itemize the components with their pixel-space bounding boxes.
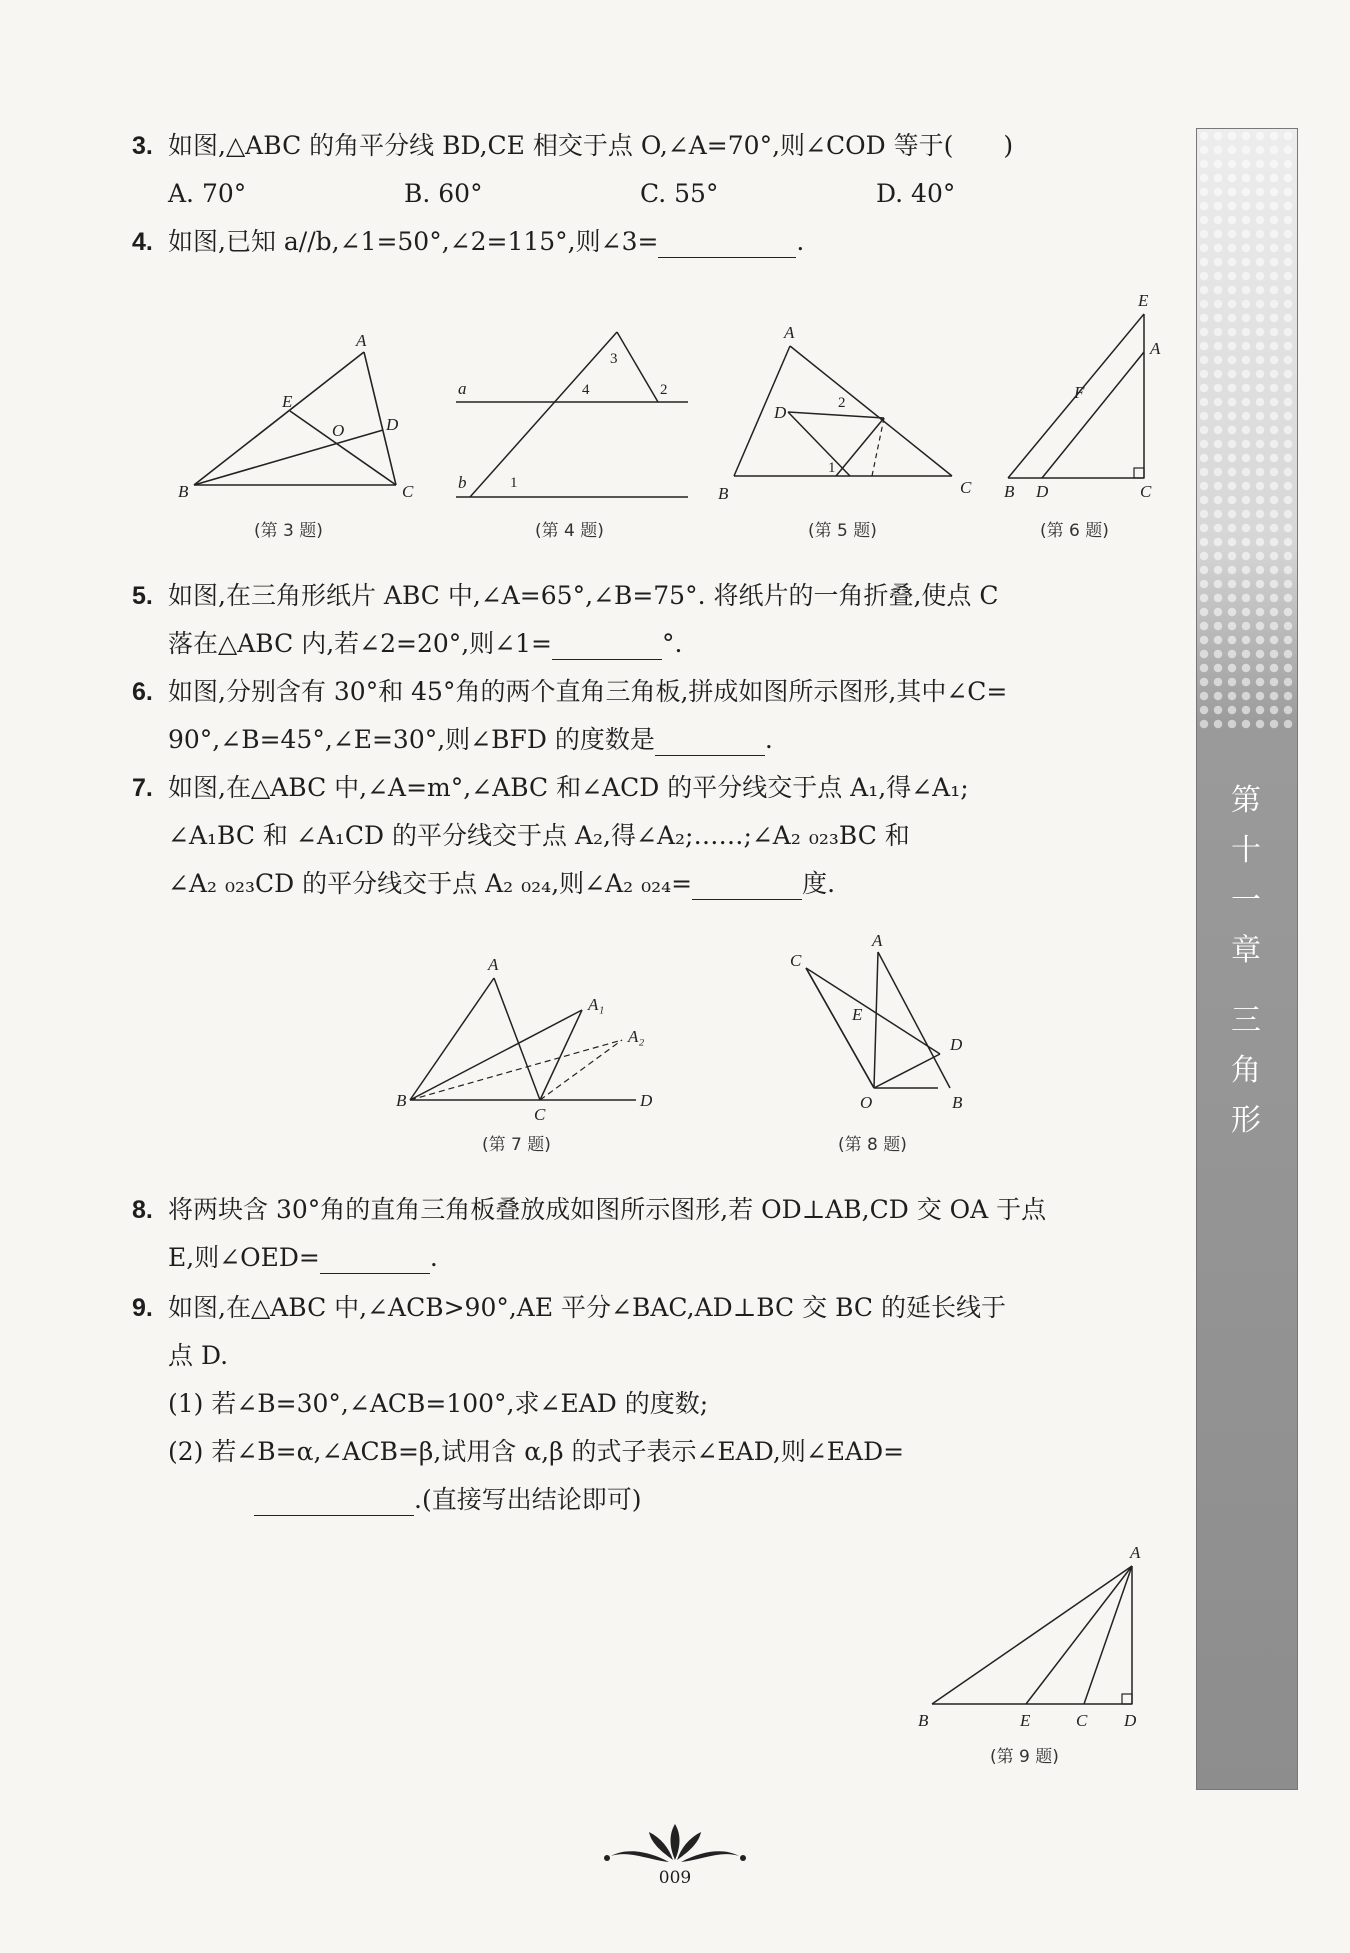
label-a: A	[1130, 1543, 1141, 1562]
question-text: 如图,在△ABC 中,∠A=m°,∠ABC 和∠ACD 的平分线交于点 A₁,得∠A₁;	[168, 773, 969, 802]
label-a2: A₂	[628, 1027, 645, 1046]
label-f: F	[1074, 383, 1085, 402]
label-c: C	[1140, 482, 1152, 501]
label-a: a	[458, 379, 467, 398]
option-c: C. 55°	[640, 179, 719, 208]
figure-row-2	[390, 930, 1010, 1130]
options	[168, 170, 1112, 218]
question-text: 如图,在△ABC 中,∠ACB>90°,AE 平分∠BAC,AD⊥BC 交 BC 的延长线于	[168, 1293, 1006, 1322]
question-text: 如图,分别含有 30°和 45°角的两个直角三角板,拼成如图所示图形,其中∠C=	[168, 677, 1008, 706]
label-d: D	[1036, 482, 1049, 501]
label-o: O	[332, 421, 345, 440]
question-number: 7.	[132, 774, 153, 802]
ornament-icon	[595, 1820, 755, 1866]
chapter-char: 章	[1231, 933, 1261, 968]
figure-7	[396, 955, 653, 1124]
label-d: D	[386, 415, 399, 434]
question-text-3: ∠A₂ ₀₂₃CD 的平分线交于点 A₂ ₀₂₄,则∠A₂ ₀₂₄=	[168, 869, 693, 898]
angle-3: 3	[610, 351, 618, 367]
question-number: 4.	[132, 228, 153, 256]
label-a: A	[488, 955, 499, 974]
question-text-2: 落在△ABC 内,若∠2=20°,则∠1=	[168, 629, 552, 658]
sub-question-2-end: .(直接写出结论即可)	[414, 1485, 642, 1514]
punct: .	[429, 1243, 438, 1272]
question-3	[132, 122, 1112, 218]
label-b: B	[1004, 482, 1015, 501]
label-a: A	[872, 931, 883, 950]
option-a: A. 70°	[168, 179, 247, 208]
label-b: B	[952, 1093, 963, 1112]
question-text: 如图,已知 a//b,∠1=50°,∠2=115°,则∠3=	[168, 227, 659, 256]
angle-2: 2	[660, 382, 668, 398]
caption-3: (第 3 题)	[254, 521, 323, 541]
label-c: C	[534, 1105, 546, 1124]
label-e: E	[1138, 291, 1149, 310]
label-e: E	[1020, 1711, 1031, 1730]
chapter-title	[1226, 776, 1266, 1146]
label-b: B	[718, 484, 729, 503]
label-d: D	[774, 403, 787, 422]
answer-blank[interactable]	[658, 229, 796, 258]
figure-3	[178, 331, 414, 501]
question-number: 3.	[132, 132, 153, 160]
label-a: A	[356, 331, 367, 350]
angle-4: 4	[582, 382, 590, 398]
label-e: E	[852, 1005, 863, 1024]
angle-2: 2	[838, 395, 846, 411]
question-text-2: 点 D.	[168, 1341, 229, 1370]
chapter-char: 角	[1231, 1053, 1261, 1088]
question-text: 将两块含 30°角的直角三角板叠放成如图所示图形,若 OD⊥AB,CD 交 OA 于点	[168, 1195, 1047, 1224]
question-4	[132, 218, 805, 266]
chapter-char: 十	[1231, 833, 1261, 868]
label-d: D	[950, 1035, 963, 1054]
question-5	[132, 572, 999, 668]
label-d: D	[640, 1091, 653, 1110]
label-a: A	[784, 323, 795, 342]
answer-blank[interactable]	[655, 727, 765, 756]
punct: .	[764, 725, 773, 754]
dot-pattern	[1197, 129, 1297, 729]
option-b: B. 60°	[404, 179, 483, 208]
question-7	[132, 764, 969, 908]
question-number: 9.	[132, 1294, 153, 1322]
label-c: C	[790, 951, 802, 970]
label-a1: A₁	[588, 995, 605, 1014]
question-text-2: ∠A₁BC 和 ∠A₁CD 的平分线交于点 A₂,得∠A₂;……;∠A₂ ₀₂₃BC 和	[168, 821, 910, 850]
caption-7: (第 7 题)	[482, 1135, 551, 1155]
answer-blank[interactable]	[692, 871, 802, 900]
label-b: b	[458, 473, 467, 492]
question-number: 6.	[132, 678, 153, 706]
punct: 度.	[802, 869, 836, 898]
question-9	[132, 1284, 1006, 1524]
question-text-2: E,则∠OED=	[168, 1243, 320, 1272]
figure-4	[456, 332, 688, 497]
option-d: D. 40°	[876, 179, 956, 208]
label-a: A	[1150, 339, 1161, 358]
label-b: B	[396, 1091, 407, 1110]
label-o: O	[860, 1093, 873, 1112]
label-b: B	[918, 1711, 929, 1730]
caption-9: (第 9 题)	[990, 1747, 1059, 1767]
sub-question-1: (1) 若∠B=30°,∠ACB=100°,求∠EAD 的度数;	[168, 1389, 709, 1418]
punct: °.	[662, 629, 683, 658]
question-number: 8.	[132, 1196, 153, 1224]
question-8	[132, 1186, 1047, 1282]
figure-6	[1004, 291, 1161, 501]
angle-1: 1	[828, 460, 836, 476]
chapter-char: 三	[1231, 1003, 1261, 1038]
answer-blank[interactable]	[254, 1487, 414, 1516]
caption-8: (第 8 题)	[838, 1135, 907, 1155]
angle-1: 1	[510, 475, 518, 491]
question-text-2: 90°,∠B=45°,∠E=30°,则∠BFD 的度数是	[168, 725, 655, 754]
label-d: D	[1124, 1711, 1137, 1730]
chapter-char: 形	[1231, 1103, 1261, 1138]
label-b: B	[178, 482, 189, 501]
caption-4: (第 4 题)	[535, 521, 604, 541]
caption-6: (第 6 题)	[1040, 521, 1109, 541]
label-e: E	[282, 392, 293, 411]
punct: .	[796, 227, 805, 256]
caption-5: (第 5 题)	[808, 521, 877, 541]
figure-5	[718, 323, 972, 503]
figure-row-1	[170, 290, 1180, 510]
answer-blank[interactable]	[320, 1245, 430, 1274]
page-number: 009	[658, 1868, 692, 1888]
question-number: 5.	[132, 582, 153, 610]
chapter-char: 一	[1231, 883, 1261, 918]
question-6	[132, 668, 1008, 764]
chapter-char: 第	[1231, 783, 1261, 818]
label-c: C	[960, 478, 972, 497]
answer-blank[interactable]	[552, 631, 662, 660]
figure-9	[900, 1540, 1160, 1730]
figure-8	[790, 931, 963, 1112]
question-text: 如图,△ABC 的角平分线 BD,CE 相交于点 O,∠A=70°,则∠COD 等于( )	[168, 131, 1014, 160]
label-c: C	[402, 482, 414, 501]
sub-question-2: (2) 若∠B=α,∠ACB=β,试用含 α,β 的式子表示∠EAD,则∠EAD=	[168, 1437, 905, 1466]
label-c: C	[1076, 1711, 1088, 1730]
question-text: 如图,在三角形纸片 ABC 中,∠A=65°,∠B=75°. 将纸片的一角折叠,使点 C	[168, 581, 999, 610]
